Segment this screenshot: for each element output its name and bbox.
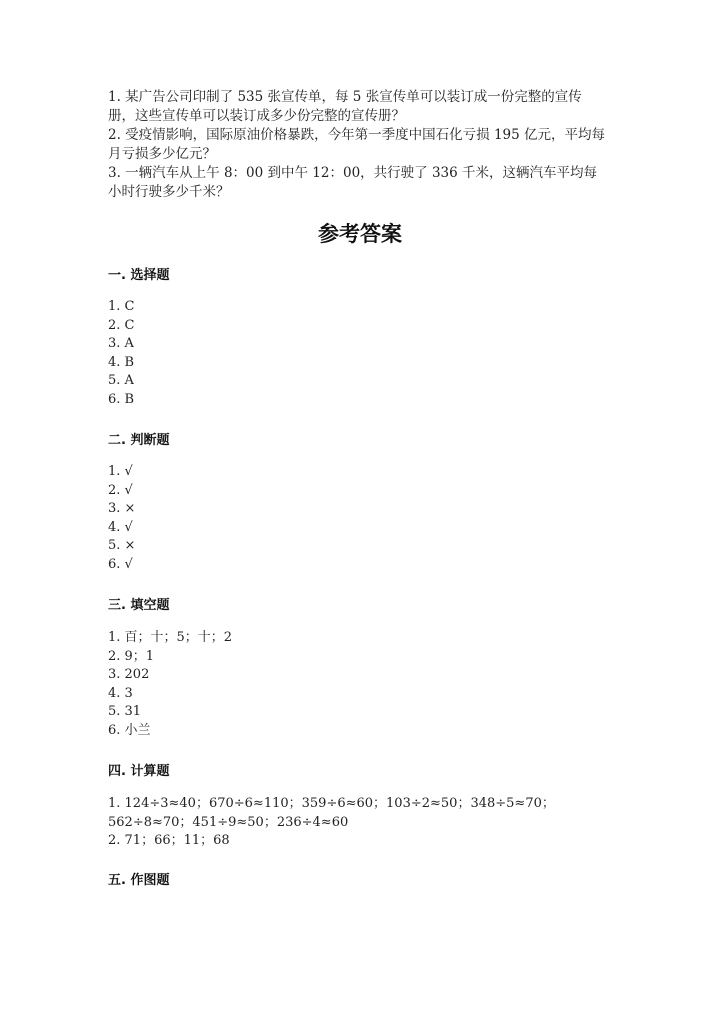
answer-list-judge [108,463,135,575]
word-problem-2: 2. 受疫情影响，国际原油价格暴跌，今年第一季度中国石化亏损 195 亿元，平均每月亏损多少亿元？ [108,127,606,162]
list-item: 4. √ [108,519,133,535]
section-heading-fill: 三. 填空题 [108,598,170,613]
section-heading-draw: 五. 作图题 [108,873,170,888]
section-heading-judge: 二. 判断题 [108,433,170,448]
list-item: 3. A [108,336,134,352]
list-item: 2. 9；1 [108,648,155,664]
answer-list-calc [108,795,555,851]
list-item: 5. A [108,373,134,389]
list-item: 1. √ [108,464,133,479]
section-heading-calc: 四. 计算题 [108,764,170,779]
list-item: 3. 202 [108,667,150,683]
list-item: 562÷8≈70；451÷9≈50；236÷4≈60 [108,814,349,830]
list-item: 2. 71；66；11；68 [108,833,230,849]
list-item: 1. 百；十；5；十；2 [108,630,233,645]
list-item: 1. 124÷3≈40；670÷6≈110；359÷6≈60；103÷2≈50；348÷5≈70； [108,796,555,811]
list-item: 5. × [108,538,136,554]
list-item: 2. √ [108,482,133,498]
word-problem-3: 3. 一辆汽车从上午 8：00 到中午 12：00，共行驶了 336 千米，这辆汽车平均每小时行驶多少千米？ [108,165,598,200]
word-problems [108,88,608,202]
list-item: 3. × [108,501,136,517]
list-item: 4. B [108,354,135,370]
list-item: 4. 3 [108,685,133,701]
list-item: 6. B [108,391,135,407]
list-item: 5. 31 [108,704,142,720]
answer-list-choice [108,298,134,410]
list-item: 1. C [108,299,135,314]
list-item: 6. 小兰 [108,722,151,738]
list-item: 6. √ [108,556,133,572]
section-heading-choice: 一. 选择题 [108,268,170,283]
answer-key-title: 参考答案 [318,222,402,246]
answer-list-fill [108,629,232,741]
word-problem-1: 1. 某广告公司印制了 535 张宣传单，每 5 张宣传单可以装订成一份完整的宣传册，这些宣传单可以装订成多少份完整的宣传册？ [108,89,582,124]
list-item: 2. C [108,317,135,333]
